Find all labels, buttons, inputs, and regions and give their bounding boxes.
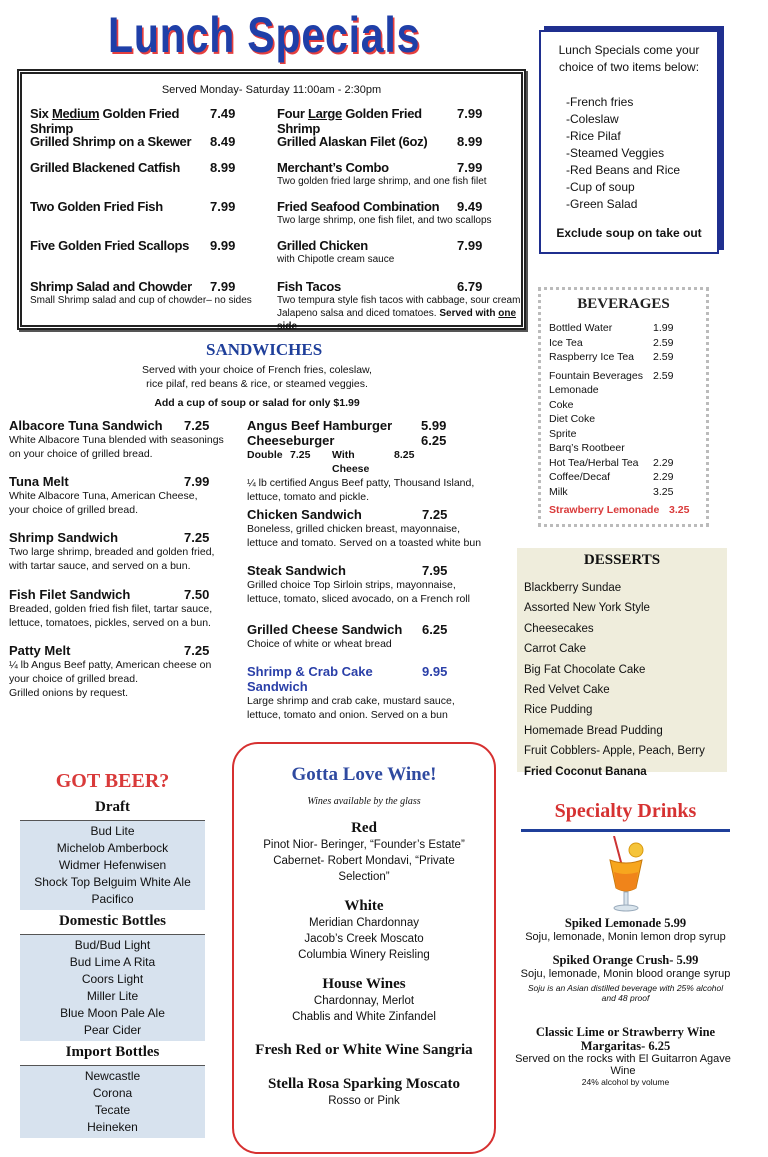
beer-item: Heineken xyxy=(87,1120,138,1134)
angus-desc-1: ¼ lb certified Angus Beef patty, Thousand Island, xyxy=(247,477,475,489)
sandwich-item xyxy=(9,587,269,630)
sandwich-price: 9.95 xyxy=(422,664,448,679)
lunch-item xyxy=(30,279,270,307)
sides-header: Lunch Specials come your choice of two items below: xyxy=(558,43,700,74)
wine-title: Gotta Love Wine! xyxy=(291,764,437,785)
beverage-special-price: 3.25 xyxy=(669,504,690,516)
side-item: -Cup of soup xyxy=(566,180,635,194)
angus-desc-2: lettuce, tomato and pickle. xyxy=(247,491,369,503)
dessert-item: Homemade Bread Pudding xyxy=(524,724,663,737)
sandwich-desc: lettuce, tomatoes, pickles, served on a bun. xyxy=(9,617,211,629)
lunch-item xyxy=(277,160,517,188)
white-heading: White xyxy=(344,898,384,914)
cheeseburger-name: Cheeseburger xyxy=(247,433,335,448)
lunch-item-name xyxy=(277,160,457,175)
drink-2-desc: Soju, lemonade, Monin blood orange syrup xyxy=(520,968,731,980)
lunch-item-name xyxy=(277,279,457,294)
angus-price: 5.99 xyxy=(421,418,447,433)
item-name-pre: Fried Seafood Combination xyxy=(277,199,440,214)
specialty-title: Specialty Drinks xyxy=(554,800,697,822)
lunch-item xyxy=(30,106,270,136)
beverage-row xyxy=(549,456,698,471)
soju-note-2: and 48 proof xyxy=(601,993,650,1003)
sandwich-name: Shrimp Sandwich xyxy=(9,530,119,545)
sandwich-desc: your choice of grilled bread. xyxy=(9,673,138,685)
double-price: 7.25 xyxy=(290,449,311,461)
lunch-item-price: 7.99 xyxy=(210,199,236,214)
sandwich-name: Chicken Sandwich xyxy=(247,507,362,522)
item-name-underline: Medium xyxy=(51,106,100,121)
dessert-item: Big Fat Chocolate Cake xyxy=(524,663,646,676)
beer-item: Widmer Hefenwisen xyxy=(58,858,167,872)
double-label: Double xyxy=(247,449,283,461)
lunch-item xyxy=(30,160,270,175)
beverages-box xyxy=(538,287,709,527)
draft-list xyxy=(20,820,205,910)
desserts-box xyxy=(517,548,727,778)
with-cheese-label: With Cheese xyxy=(332,449,370,475)
beer-item: Pacifico xyxy=(91,892,134,906)
wine-item: Selection” xyxy=(338,871,390,883)
sandwich-desc: Large shrimp and crab cake, mustard sauce, xyxy=(247,695,455,707)
beverage-name: Coke xyxy=(549,398,574,411)
beer-item: Corona xyxy=(92,1086,133,1100)
lunch-item-price: 8.99 xyxy=(210,160,236,175)
beer-item: Pear Cider xyxy=(83,1023,142,1037)
sandwiches-addon: Add a cup of soup or salad for only $1.99 xyxy=(154,397,360,409)
beverage-row xyxy=(549,369,698,384)
sandwich-price: 7.25 xyxy=(422,507,448,522)
beverage-price: 2.29 xyxy=(653,456,674,469)
wine-item: Chardonnay, Merlot xyxy=(313,995,415,1007)
lunch-item-name xyxy=(30,160,210,175)
drink-3-desc: Served on the rocks with El Guitarron Agave Wine xyxy=(515,1053,731,1077)
side-item: -Steamed Veggies xyxy=(566,146,665,160)
item-name-pre: Five Golden Fried Scallops xyxy=(30,238,190,253)
lunch-item-name xyxy=(30,238,210,253)
sandwich-desc: Two large shrimp, breaded and golden fried, xyxy=(9,546,215,558)
lunch-item-price: 9.49 xyxy=(457,199,483,214)
beverage-name: Barq’s Rootbeer xyxy=(549,442,625,454)
sandwich-price: 7.25 xyxy=(184,418,210,433)
sandwiches-title: SANDWICHES xyxy=(206,340,323,359)
lunch-item-name xyxy=(277,106,457,136)
wine-item: Cabernet- Robert Mondavi, “Private xyxy=(273,855,455,867)
beverage-price: 2.29 xyxy=(653,471,674,483)
beverage-special-name: Strawberry Lemonade xyxy=(549,504,660,516)
domestic-list xyxy=(20,934,205,1041)
beer-section xyxy=(20,770,205,1138)
sandwich-name: Grilled Cheese Sandwich xyxy=(247,622,403,637)
cheeseburger-price: 6.25 xyxy=(421,433,447,448)
specialty-divider xyxy=(521,829,730,832)
sandwich-price: 7.50 xyxy=(184,587,210,602)
lunch-item xyxy=(30,134,270,149)
sandwiches-intro-line2: rice pilaf, red beans & rice, or steamed veggies. xyxy=(146,378,368,390)
beverage-row xyxy=(549,427,698,442)
lunch-item-price: 7.99 xyxy=(457,106,483,121)
lunch-item-price: 6.79 xyxy=(457,279,483,294)
lunch-item-desc: Two golden fried large shrimp, and one fish filet xyxy=(277,176,487,187)
lunch-item-price: 9.99 xyxy=(210,238,236,253)
beer-item: Bud/Bud Light xyxy=(74,938,151,952)
item-name-pre: Grilled Blackened Catfish xyxy=(30,160,180,175)
beverage-price: 2.59 xyxy=(653,336,674,349)
sandwich-item xyxy=(247,507,507,550)
sandwich-name: Tuna Melt xyxy=(9,474,69,489)
beverage-name: Fountain Beverages xyxy=(549,369,643,382)
wine-item: Columbia Winery Reisling xyxy=(298,949,430,961)
lunch-item-desc: Two large shrimp, one fish filet, and two scallops xyxy=(277,215,492,226)
beer-title: GOT BEER? xyxy=(55,770,170,792)
sandwich-price: 7.25 xyxy=(184,643,210,658)
sandwich-price: 7.95 xyxy=(422,563,448,578)
beverage-row xyxy=(549,383,698,398)
beverage-row xyxy=(549,398,698,413)
lunch-item xyxy=(277,199,517,227)
sandwiches-intro-line1: Served with your choice of French fries, coleslaw, xyxy=(142,364,372,376)
sandwich-price: 7.25 xyxy=(184,530,210,545)
sandwich-desc: Breaded, golden fried fish filet, tartar sauce, xyxy=(9,603,213,615)
drink-3-name: Classic Lime or Strawberry Wine xyxy=(535,1025,716,1039)
item-name-post: Golden Fried Shrimp xyxy=(30,106,180,136)
sandwich-item xyxy=(247,622,507,651)
sandwich-desc: Choice of white or wheat bread xyxy=(247,638,392,650)
sandwich-desc: Grilled choice Top Sirloin strips, mayonnaise, xyxy=(247,579,456,591)
beverage-name: Bottled Water xyxy=(549,322,613,334)
import-heading: Import Bottles xyxy=(65,1044,160,1060)
lunch-item-name xyxy=(30,199,210,214)
desc2u: one xyxy=(498,308,517,319)
dessert-item: Blackberry Sundae xyxy=(524,582,622,594)
item-name-pre: Six xyxy=(30,106,52,121)
beverage-name: Raspberry Ice Tea xyxy=(549,351,635,363)
wine-box xyxy=(232,742,496,1154)
beverage-price: 3.25 xyxy=(653,485,674,498)
item-name-post: Golden Fried Shrimp xyxy=(277,106,422,136)
lunch-item-price: 7.99 xyxy=(457,238,483,253)
sangria-heading: Fresh Red or White Wine Sangria xyxy=(255,1042,473,1058)
lunch-item xyxy=(30,238,270,253)
sandwich-desc: White Albacore Tuna blended with seasonings xyxy=(9,434,224,446)
beverage-row xyxy=(549,470,698,485)
lunch-item-desc-2 xyxy=(277,307,527,333)
sandwich-price: 6.25 xyxy=(422,622,448,637)
beverage-name: Sprite xyxy=(549,427,577,440)
beverage-price: 1.99 xyxy=(653,322,674,334)
beverage-row xyxy=(549,350,698,365)
side-item: -French fries xyxy=(566,95,634,109)
specialty-drinks xyxy=(515,800,732,1087)
sandwich-name: Albacore Tuna Sandwich xyxy=(9,418,163,433)
sandwich-desc: Grilled onions by request. xyxy=(9,687,129,699)
sandwich-item xyxy=(9,418,269,461)
item-name-pre: Grilled Shrimp on a Skewer xyxy=(30,134,192,149)
item-name-pre: Grilled Chicken xyxy=(277,238,368,253)
beer-item: Miller Lite xyxy=(86,989,139,1003)
beer-item: Blue Moon Pale Ale xyxy=(60,1006,165,1020)
sandwich-desc: Boneless, grilled chicken breast, mayonnaise, xyxy=(247,523,461,535)
desc2c: side xyxy=(277,321,298,332)
dessert-item: Fried Coconut Banana xyxy=(524,765,647,778)
beverage-name: Coffee/Decaf xyxy=(549,471,611,483)
lunch-item-price: 7.99 xyxy=(210,279,236,294)
sandwich-item xyxy=(9,643,269,700)
lunch-item-desc: with Chipotle cream sauce xyxy=(277,254,395,265)
sides-box xyxy=(539,30,719,254)
domestic-heading: Domestic Bottles xyxy=(58,913,167,929)
import-list xyxy=(20,1065,205,1138)
drink-1-desc: Soju, lemonade, Monin lemon drop syrup xyxy=(525,931,726,943)
beverage-name: Lemonade xyxy=(549,384,599,396)
sandwich-name: Shrimp & Crab Cake Sandwich xyxy=(247,664,373,694)
lunch-item-desc: Two tempura style fish tacos with cabbage, sour cream xyxy=(277,295,521,306)
lunch-item-name xyxy=(277,238,457,253)
sandwich-price: 7.99 xyxy=(184,474,210,489)
lunch-item xyxy=(277,279,521,333)
beverage-price: 2.59 xyxy=(653,351,674,363)
item-name-pre: Merchant’s Combo xyxy=(277,160,389,175)
beverage-row xyxy=(549,336,698,351)
item-name-pre: Four xyxy=(277,106,308,121)
sandwich-desc: lettuce and tomato. Served on a toasted white bun xyxy=(247,537,482,549)
item-name-pre: Shrimp Salad and Chowder xyxy=(30,279,192,294)
side-item: -Red Beans and Rice xyxy=(566,163,681,177)
stella-sub: Rosso or Pink xyxy=(328,1095,400,1107)
lunch-item xyxy=(30,199,270,214)
beverage-price: 2.59 xyxy=(653,369,674,382)
side-item: -Green Salad xyxy=(566,197,638,211)
beverage-name: Diet Coke xyxy=(549,413,596,425)
lunch-item-name xyxy=(30,134,210,149)
beer-item: Coors Light xyxy=(81,972,144,986)
sandwich-item xyxy=(9,530,269,573)
page-title: Lunch Specials xyxy=(108,7,421,63)
drink-3-note: 24% alcohol by volume xyxy=(581,1077,670,1087)
dessert-item: Carrot Cake xyxy=(524,643,586,656)
wine-item: Meridian Chardonnay xyxy=(309,917,419,929)
served-hours: Served Monday- Saturday 11:00am - 2:30pm xyxy=(161,84,382,96)
beverage-row xyxy=(549,485,698,500)
beer-item: Bud Lite xyxy=(90,824,135,838)
beverage-row xyxy=(549,412,698,427)
soju-note-1: Soju is an Asian distilled beverage with 25% alcohol xyxy=(527,983,724,993)
beer-item: Newcastle xyxy=(84,1069,141,1083)
side-item: -Coleslaw xyxy=(566,112,619,126)
beer-item: Michelob Amberbock xyxy=(56,841,169,855)
red-heading: Red xyxy=(351,820,377,836)
dessert-item: Fruit Cobblers- Apple, Peach, Berry xyxy=(524,745,705,758)
beer-item: Tecate xyxy=(94,1103,131,1117)
cocktail-glass-icon xyxy=(596,836,656,914)
lunch-item xyxy=(277,134,517,149)
wine-item: Pinot Nior- Beringer, “Founder’s Estate” xyxy=(263,839,465,851)
wine-item: Chablis and White Zinfandel xyxy=(292,1011,436,1023)
lunch-item-price: 7.49 xyxy=(210,106,236,121)
item-name-pre: Two Golden Fried Fish xyxy=(30,199,163,214)
side-item: -Rice Pilaf xyxy=(566,129,621,143)
lunch-item-price: 8.99 xyxy=(457,134,483,149)
stella-heading: Stella Rosa Sparking Moscato xyxy=(267,1076,461,1092)
lunch-item-name xyxy=(30,106,210,136)
sandwich-desc: with tartar sauce, and served on a bun. xyxy=(9,560,191,572)
sides-list xyxy=(566,94,709,213)
sandwich-name: Steak Sandwich xyxy=(247,563,346,578)
sides-note: Exclude soup on take out xyxy=(556,226,702,240)
lunch-item-desc: Small Shrimp salad and cup of chowder– no sides xyxy=(30,295,252,306)
sandwich-desc: ¼ lb Angus Beef patty, American cheese on xyxy=(9,659,212,671)
sandwich-desc: on your choice of grilled bread. xyxy=(9,448,153,460)
item-name-underline: Large xyxy=(308,106,342,121)
lunch-item-name xyxy=(277,199,457,214)
with-cheese-price: 8.25 xyxy=(394,449,415,461)
lunch-item xyxy=(277,238,517,266)
drink-1-name: Spiked Lemonade 5.99 xyxy=(564,916,687,930)
sandwiches-intro xyxy=(120,363,394,391)
sandwich-name: Fish Filet Sandwich xyxy=(9,587,131,602)
beverage-row xyxy=(549,321,698,336)
beverage-name: Hot Tea/Herbal Tea xyxy=(549,456,639,469)
lunch-item-price: 7.99 xyxy=(457,160,483,175)
wine-subtitle: Wines available by the glass xyxy=(307,796,421,807)
drink-2-name: Spiked Orange Crush- 5.99 xyxy=(552,953,699,967)
lunch-item-price: 8.49 xyxy=(210,134,236,149)
beer-item: Shock Top Belguim White Ale xyxy=(34,875,191,889)
item-name-pre: Fish Tacos xyxy=(277,279,341,294)
drink-3-price: Margaritas- 6.25 xyxy=(580,1039,671,1053)
desc2a: Jalapeno salsa and diced tomatoes. xyxy=(277,308,440,319)
sandwich-desc: lettuce, tomato and onion. Served on a bun xyxy=(247,709,448,721)
dessert-item: Assorted New York Style Cheesecakes xyxy=(524,602,650,635)
sandwich-desc: White Albacore Tuna, American Cheese, xyxy=(9,490,198,502)
beverage-name: Milk xyxy=(549,485,568,498)
house-heading: House Wines xyxy=(322,976,406,992)
sandwich-item xyxy=(247,563,507,606)
sandwich-item xyxy=(9,474,269,517)
beverages-title: BEVERAGES xyxy=(577,296,670,312)
lunch-item-name xyxy=(277,134,457,149)
draft-heading: Draft xyxy=(95,799,130,815)
dessert-item: Rice Pudding xyxy=(524,704,593,717)
angus-burger xyxy=(247,418,507,504)
sandwich-desc: your choice of grilled bread. xyxy=(9,504,138,516)
beer-item: Bud Lime A Rita xyxy=(69,955,156,969)
item-name-pre: Grilled Alaskan Filet (6oz) xyxy=(277,134,428,149)
beverage-name: Ice Tea xyxy=(549,336,583,349)
dessert-item: Red Velvet Cake xyxy=(524,684,610,697)
lunch-item-name xyxy=(30,279,210,294)
lunch-specials-box xyxy=(17,69,526,330)
angus-name: Angus Beef Hamburger xyxy=(247,418,393,433)
wine-item: Jacob’s Creek Moscato xyxy=(304,933,424,945)
beverage-row xyxy=(549,441,698,456)
sandwich-item xyxy=(247,664,507,722)
desserts-title: DESSERTS xyxy=(583,552,661,568)
desc2b: Served with xyxy=(439,308,499,319)
sandwich-name: Patty Melt xyxy=(9,643,71,658)
beverage-special xyxy=(549,503,698,518)
lunch-item xyxy=(277,106,517,136)
sandwich-desc: lettuce, tomato, sliced avocado, on a French roll xyxy=(247,593,470,605)
